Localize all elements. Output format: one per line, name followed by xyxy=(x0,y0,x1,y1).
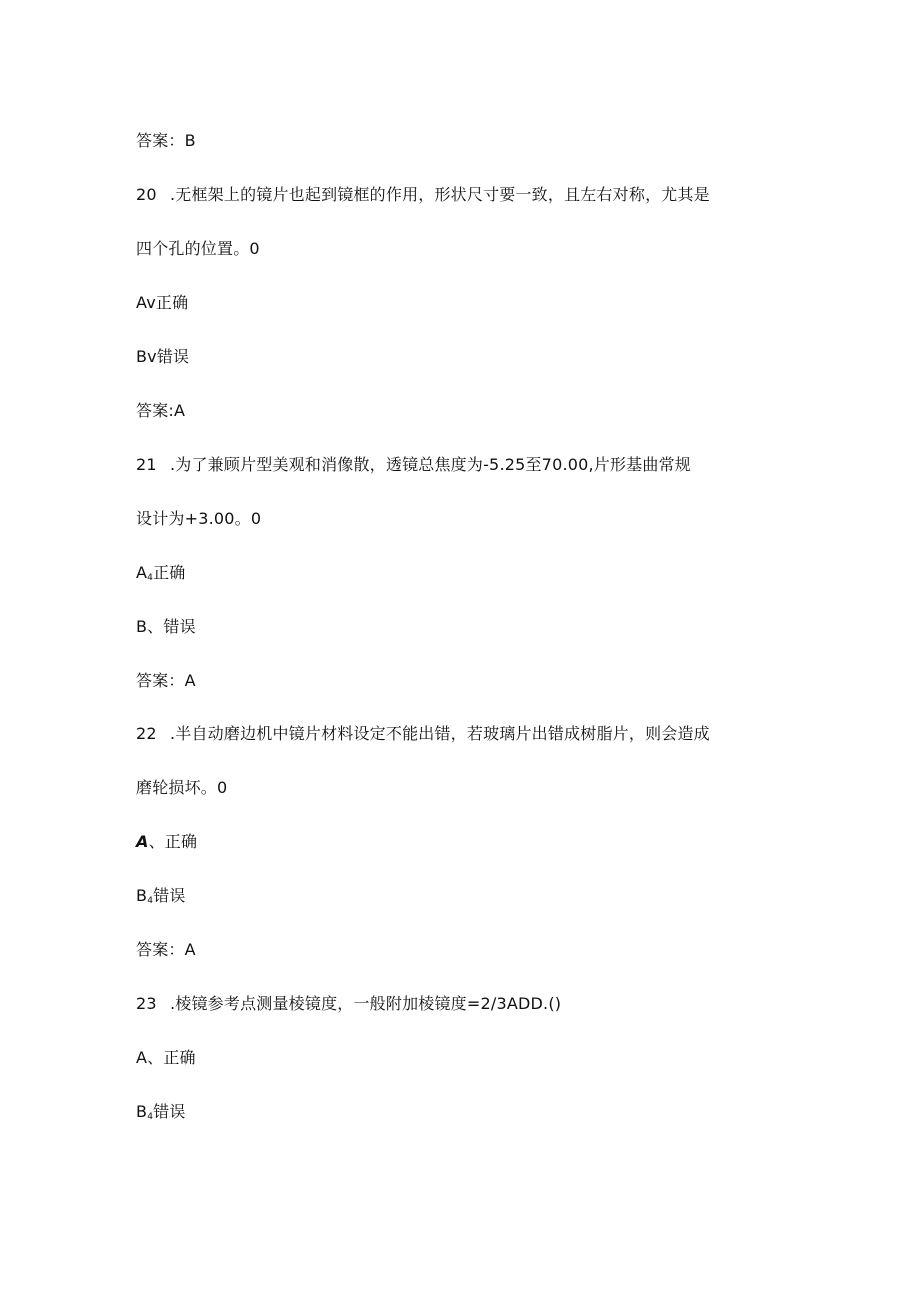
answer-text: 答案：A xyxy=(136,940,196,959)
option-text: Bv错误 xyxy=(136,347,190,366)
option-text: 错误 xyxy=(153,886,186,905)
option-letter: A xyxy=(136,563,148,582)
question-22-option-a xyxy=(136,832,197,852)
answer-text: 答案:A xyxy=(136,401,186,420)
option-letter: B xyxy=(136,886,148,905)
option-text: 正确 xyxy=(153,563,186,582)
question-23-line1 xyxy=(136,994,561,1014)
answer-line-22 xyxy=(136,940,196,960)
question-21-line1 xyxy=(136,455,691,475)
question-text: 磨轮损坏。0 xyxy=(136,778,228,797)
question-22-line2 xyxy=(136,778,227,798)
question-20-option-b xyxy=(136,347,189,367)
answer-line-21 xyxy=(136,671,196,691)
answer-line-19 xyxy=(136,131,196,151)
question-23-option-b xyxy=(136,1102,186,1122)
question-text: 设计为+3.00。0 xyxy=(136,509,262,528)
option-text: B、错误 xyxy=(136,617,196,636)
question-text: .为了兼顾片型美观和消像散，透镜总焦度为-5.25至70.00,片形基曲常规 xyxy=(170,455,691,474)
option-text: 、正确 xyxy=(148,832,198,851)
option-letter: B xyxy=(136,1102,148,1121)
answer-text: 答案：A xyxy=(136,671,196,690)
question-23-option-a xyxy=(136,1048,196,1068)
question-21-option-b xyxy=(136,617,196,637)
option-text: A、正确 xyxy=(136,1048,196,1067)
question-21-option-a xyxy=(136,563,186,583)
question-text: .半自动磨边机中镜片材料设定不能出错，若玻璃片出错成树脂片，则会造成 xyxy=(170,724,710,743)
option-letter: A xyxy=(136,832,149,851)
question-22-option-b xyxy=(136,886,186,906)
question-number: 23 xyxy=(136,994,157,1013)
option-text: 错误 xyxy=(153,1102,186,1121)
option-subscript: 4 xyxy=(147,896,154,906)
question-20-line1 xyxy=(136,185,710,205)
question-number: 21 xyxy=(136,455,157,474)
question-20-line2 xyxy=(136,239,260,259)
question-text: 四个孔的位置。0 xyxy=(136,239,260,258)
answer-value: B xyxy=(184,131,196,150)
answer-line-20 xyxy=(136,401,185,421)
option-subscript: 4 xyxy=(147,1112,154,1122)
question-number: 22 xyxy=(136,724,157,743)
option-text: Av正确 xyxy=(136,293,189,312)
question-text: .棱镜参考点测量棱镜度，一般附加棱镜度=2∕3ADD.() xyxy=(170,994,562,1013)
question-text: .无框架上的镜片也起到镜框的作用，形状尺寸要一致，且左右对称，尤其是 xyxy=(170,185,710,204)
answer-prefix: 答案： xyxy=(136,131,185,150)
question-22-line1 xyxy=(136,724,710,744)
question-20-option-a xyxy=(136,293,188,313)
option-subscript: 4 xyxy=(147,573,154,583)
question-21-line2 xyxy=(136,509,261,529)
question-number: 20 xyxy=(136,185,157,204)
